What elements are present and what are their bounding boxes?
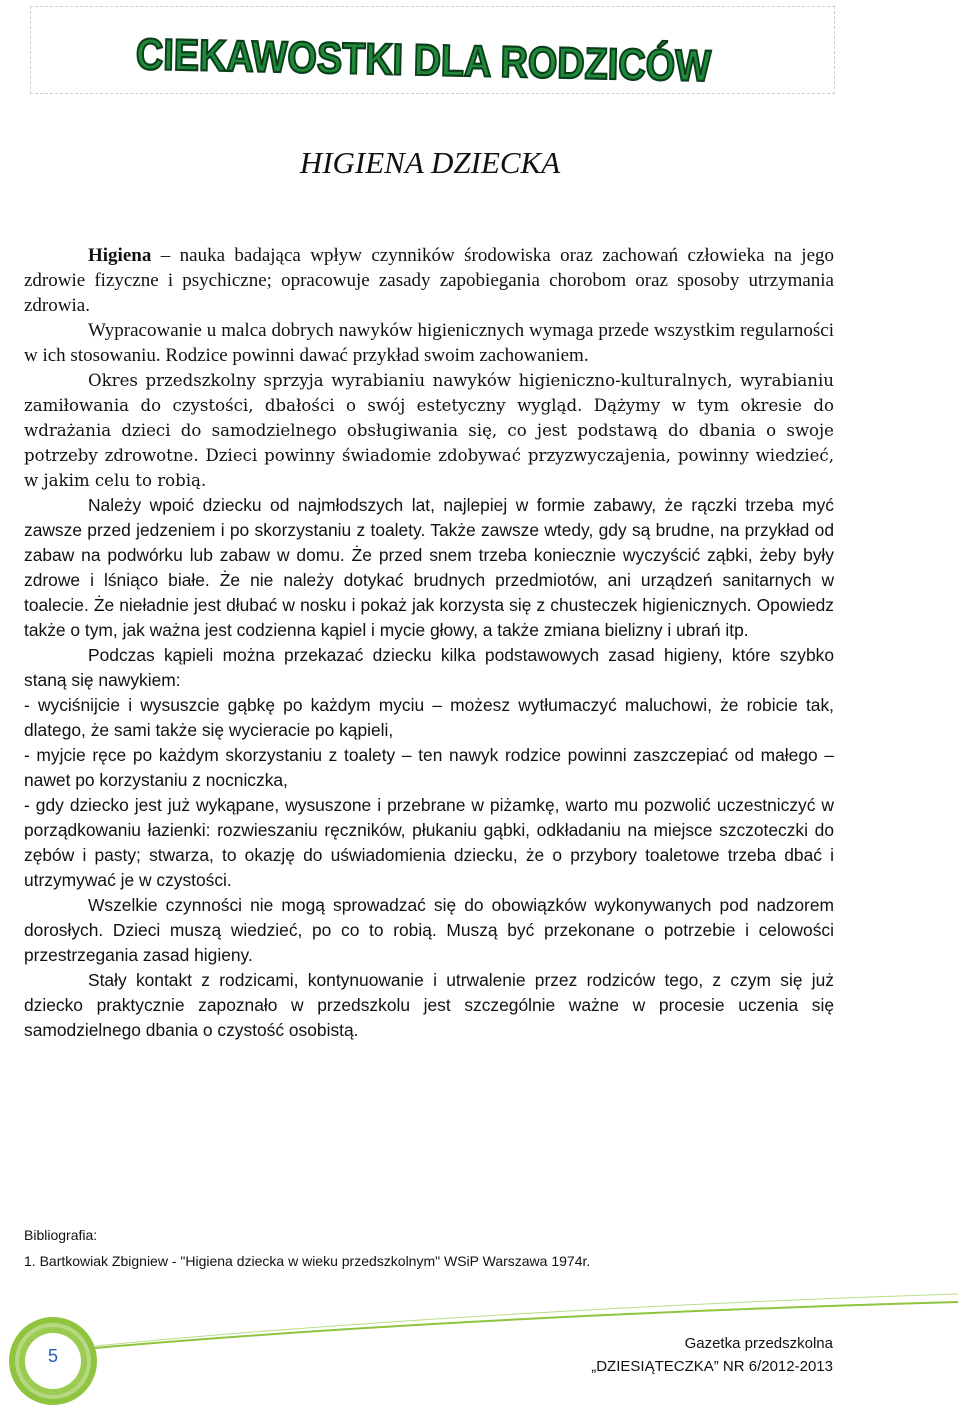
banner (30, 6, 835, 94)
paragraph-habits: Wypracowanie u malca dobrych nawyków higienicznych wymaga przede wszystkim regularności w ich stosowaniu. Rodzice powinni dawać przykład swoim zachowaniem. (24, 320, 834, 366)
article-body (24, 243, 834, 1043)
bullet-hands: - myjcie ręce po każdym skorzystaniu z toalety – ten nawyk rodzice powinni zaszczepiać od małego – nawet po korzystaniu z nocniczka, (24, 745, 834, 790)
bibliography-entry: 1. Bartkowiak Zbigniew - "Higiena dziecka w wieku przedszkolnym" WSiP Warszawa 1974r. (24, 1253, 591, 1269)
bullet-bathroom: - gdy dziecko jest już wykąpane, wysuszone i przebrane w piżamkę, warto mu pozwolić uczestniczyć w porządkowaniu łazienki: rozwieszaniu ręczników, płukaniu gąbki, odkładaniu na miejsce szczoteczki do zębów i pasty; stwarza, to okazję do uświadomienia dziecku, że o przybory toaletowe trzeba dbać i utrzymywać je w czystości. (24, 795, 834, 890)
paragraph-bath: Podczas kąpieli można przekazać dziecku kilka podstawowych zasad higieny, które szybko staną się nawykiem: (24, 645, 834, 690)
page-number: 5 (47, 1346, 58, 1366)
footer-line-2: „DZIESIĄTECZKA” NR 6/2012-2013 (591, 1358, 833, 1375)
paragraph-teaching: Należy wpoić dziecku od najmłodszych lat, najlepiej w formie zabawy, że rączki trzeba myć zawsze przed jedzeniem i po skorzystaniu z toalety. Także zawsze wtedy, gdy są brudne, na przykład od zabaw na podwórku lub zabaw w domu. Że przed snem trzeba koniecznie wyczyścić ząbki, żeby były zdrowe i lśniąco białe. Że nie należy dotykać brudnych przedmiotów, ani urządzeń sanitarnych w toalecie. Że nieładnie jest dłubać w nosku i pokaż jak korzysta się z chusteczek higienicznych. Opowiedz także o tym, jak ważna jest codzienna kąpiel i mycie głowy, a także zmiana bielizny i ubrań itp. (24, 495, 834, 640)
document-title: HIGIENA DZIECKA (299, 145, 561, 180)
bibliography (24, 1222, 844, 1274)
bibliography-heading: Bibliografia: (24, 1227, 98, 1243)
paragraph-activities: Wszelkie czynności nie mogą sprowadzać się do obowiązków wykonywanych pod nadzorem dorosłych. Dzieci muszą wiedzieć, po co to robią. Muszą być przekonane o potrzebie i celowości przestrzegania zasad higieny. (24, 895, 834, 965)
term-higiena: Higiena (88, 245, 152, 266)
footer-publication (591, 1332, 833, 1378)
paragraph-preschool: Okres przedszkolny sprzyja wyrabianiu nawyków higieniczno-kulturalnych, wyrabianiu zamiłowania do czystości, dbałości o swój estetyczny wygląd. Dążymy w tym okresie do wdrażania dzieci do samodzielnego obsługiwania się, co jest podstawą do dbania o swoje potrzeby zdrowotne. Dzieci powinny świadomie zdobywać przyzwyczajenia, powinny wiedzieć, w jakim celu to robią. (24, 371, 834, 490)
definition-text: – nauka badająca wpływ czynników środowiska oraz zachowań człowieka na jego zdrowie fizyczne i psychiczne; opracowuje zasady zapobiegania chorobom oraz sposoby utrzymania zdrowia. (24, 245, 834, 316)
footer-line-1: Gazetka przedszkolna (684, 1335, 833, 1352)
paragraph-parents: Stały kontakt z rodzicami, kontynuowanie i utrwalenie przez rodziców tego, z czym się już dziecko praktycznie zapoznało w przedszkolu jest szczególnie ważne w procesie uczenia się samodzielnego dbania o czystość osobistą. (24, 970, 834, 1040)
paragraph-definition (24, 243, 834, 318)
bullet-sponge: - wyciśnijcie i wysuszcie gąbkę po każdym myciu – możesz wytłumaczyć maluchowi, że robicie tak, dlatego, że sami także się wycieracie po kąpieli, (24, 695, 834, 740)
banner-artwork (31, 7, 836, 95)
banner-title: CIEKAWOSTKI DLA RODZICÓW (135, 29, 805, 93)
